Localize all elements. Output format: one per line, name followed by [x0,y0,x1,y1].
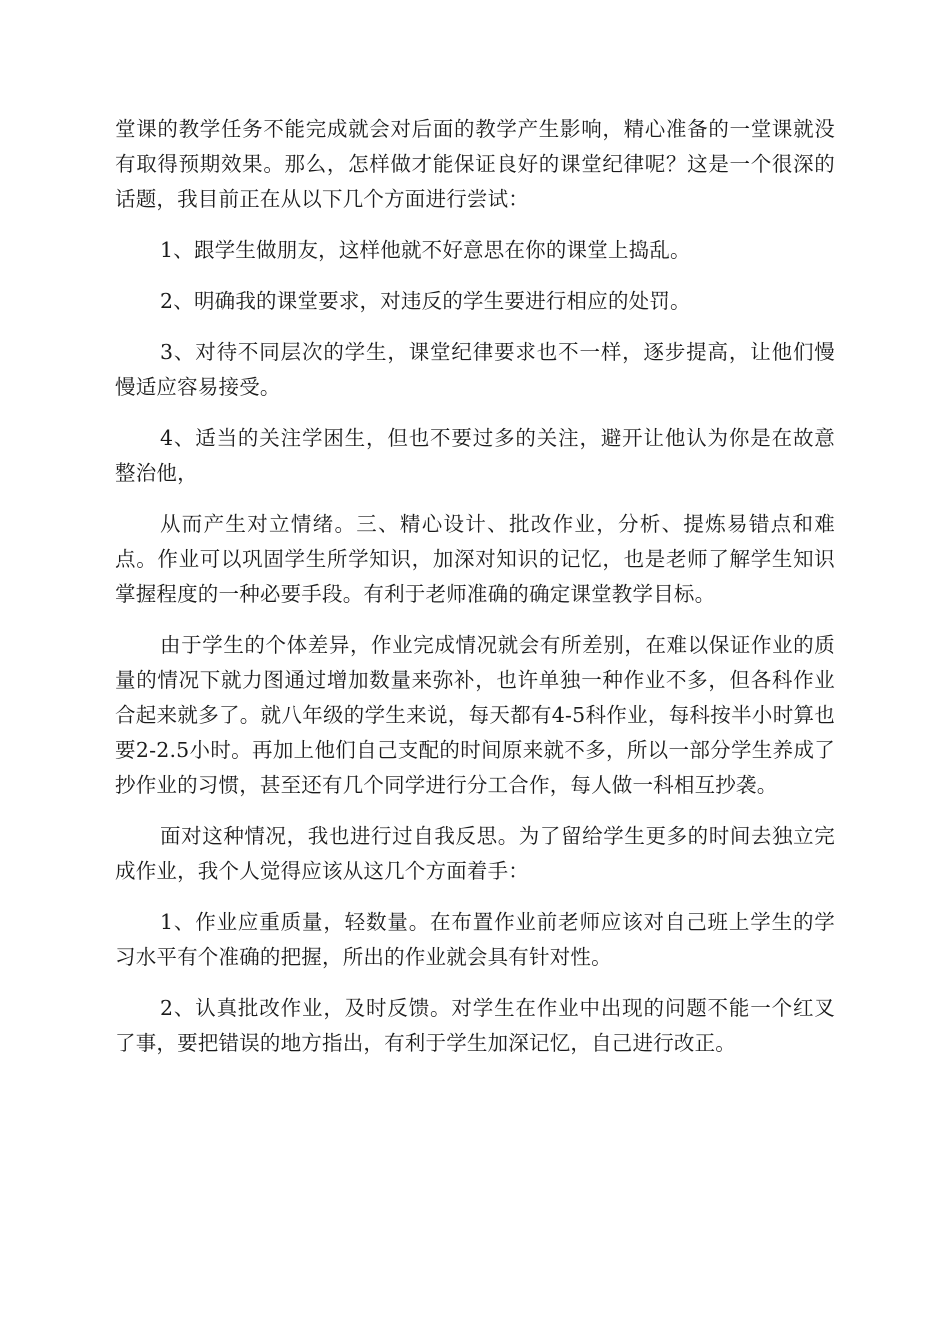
document-body [115,112,835,1077]
paragraph-10: 2、认真批改作业，及时反馈。对学生在作业中出现的问题不能一个红叉了事，要把错误的地方指出，有利于学生加深记忆，自己进行改正。 [115,996,835,1055]
paragraph-9: 1、作业应重质量，轻数量。在布置作业前老师应该对自己班上学生的学习水平有个准确的把握，所出的作业就会具有针对性。 [115,910,835,969]
paragraph-3: 2、明确我的课堂要求，对违反的学生要进行相应的处罚。 [160,289,691,313]
paragraph-1: 堂课的教学任务不能完成就会对后面的教学产生影响，精心准备的一堂课就没有取得预期效果。那么，怎样做才能保证良好的课堂纪律呢？这是一个很深的话题，我目前正在从以下几个方面进行尝试： [115,117,835,211]
paragraph-2: 1、跟学生做朋友，这样他就不好意思在你的课堂上捣乱。 [160,238,691,262]
paragraph-4: 3、对待不同层次的学生，课堂纪律要求也不一样，逐步提高，让他们慢慢适应容易接受。 [115,340,835,399]
paragraph-6: 从而产生对立情绪。三、精心设计、批改作业，分析、提炼易错点和难点。作业可以巩固学生所学知识，加深对知识的记忆，也是老师了解学生知识掌握程度的一种必要手段。有利于老师准确的确定课堂教学目标。 [115,512,835,606]
paragraph-7: 由于学生的个体差异，作业完成情况就会有所差别，在难以保证作业的质量的情况下就力图通过增加数量来弥补，也许单独一种作业不多，但各科作业合起来就多了。就八年级的学生来说，每天都有4-5科作业，每科按半小时算也要2-2.5小时。再加上他们自己支配的时间原来就不多，所以一部分学生养成了抄作业的习惯，甚至还有几个同学进行分工合作，每人做一科相互抄袭。 [115,633,835,797]
paragraph-5: 4、适当的关注学困生，但也不要过多的关注，避开让他认为你是在故意整治他， [115,426,835,485]
paragraph-8: 面对这种情况，我也进行过自我反思。为了留给学生更多的时间去独立完成作业，我个人觉得应该从这几个方面着手： [115,824,835,883]
